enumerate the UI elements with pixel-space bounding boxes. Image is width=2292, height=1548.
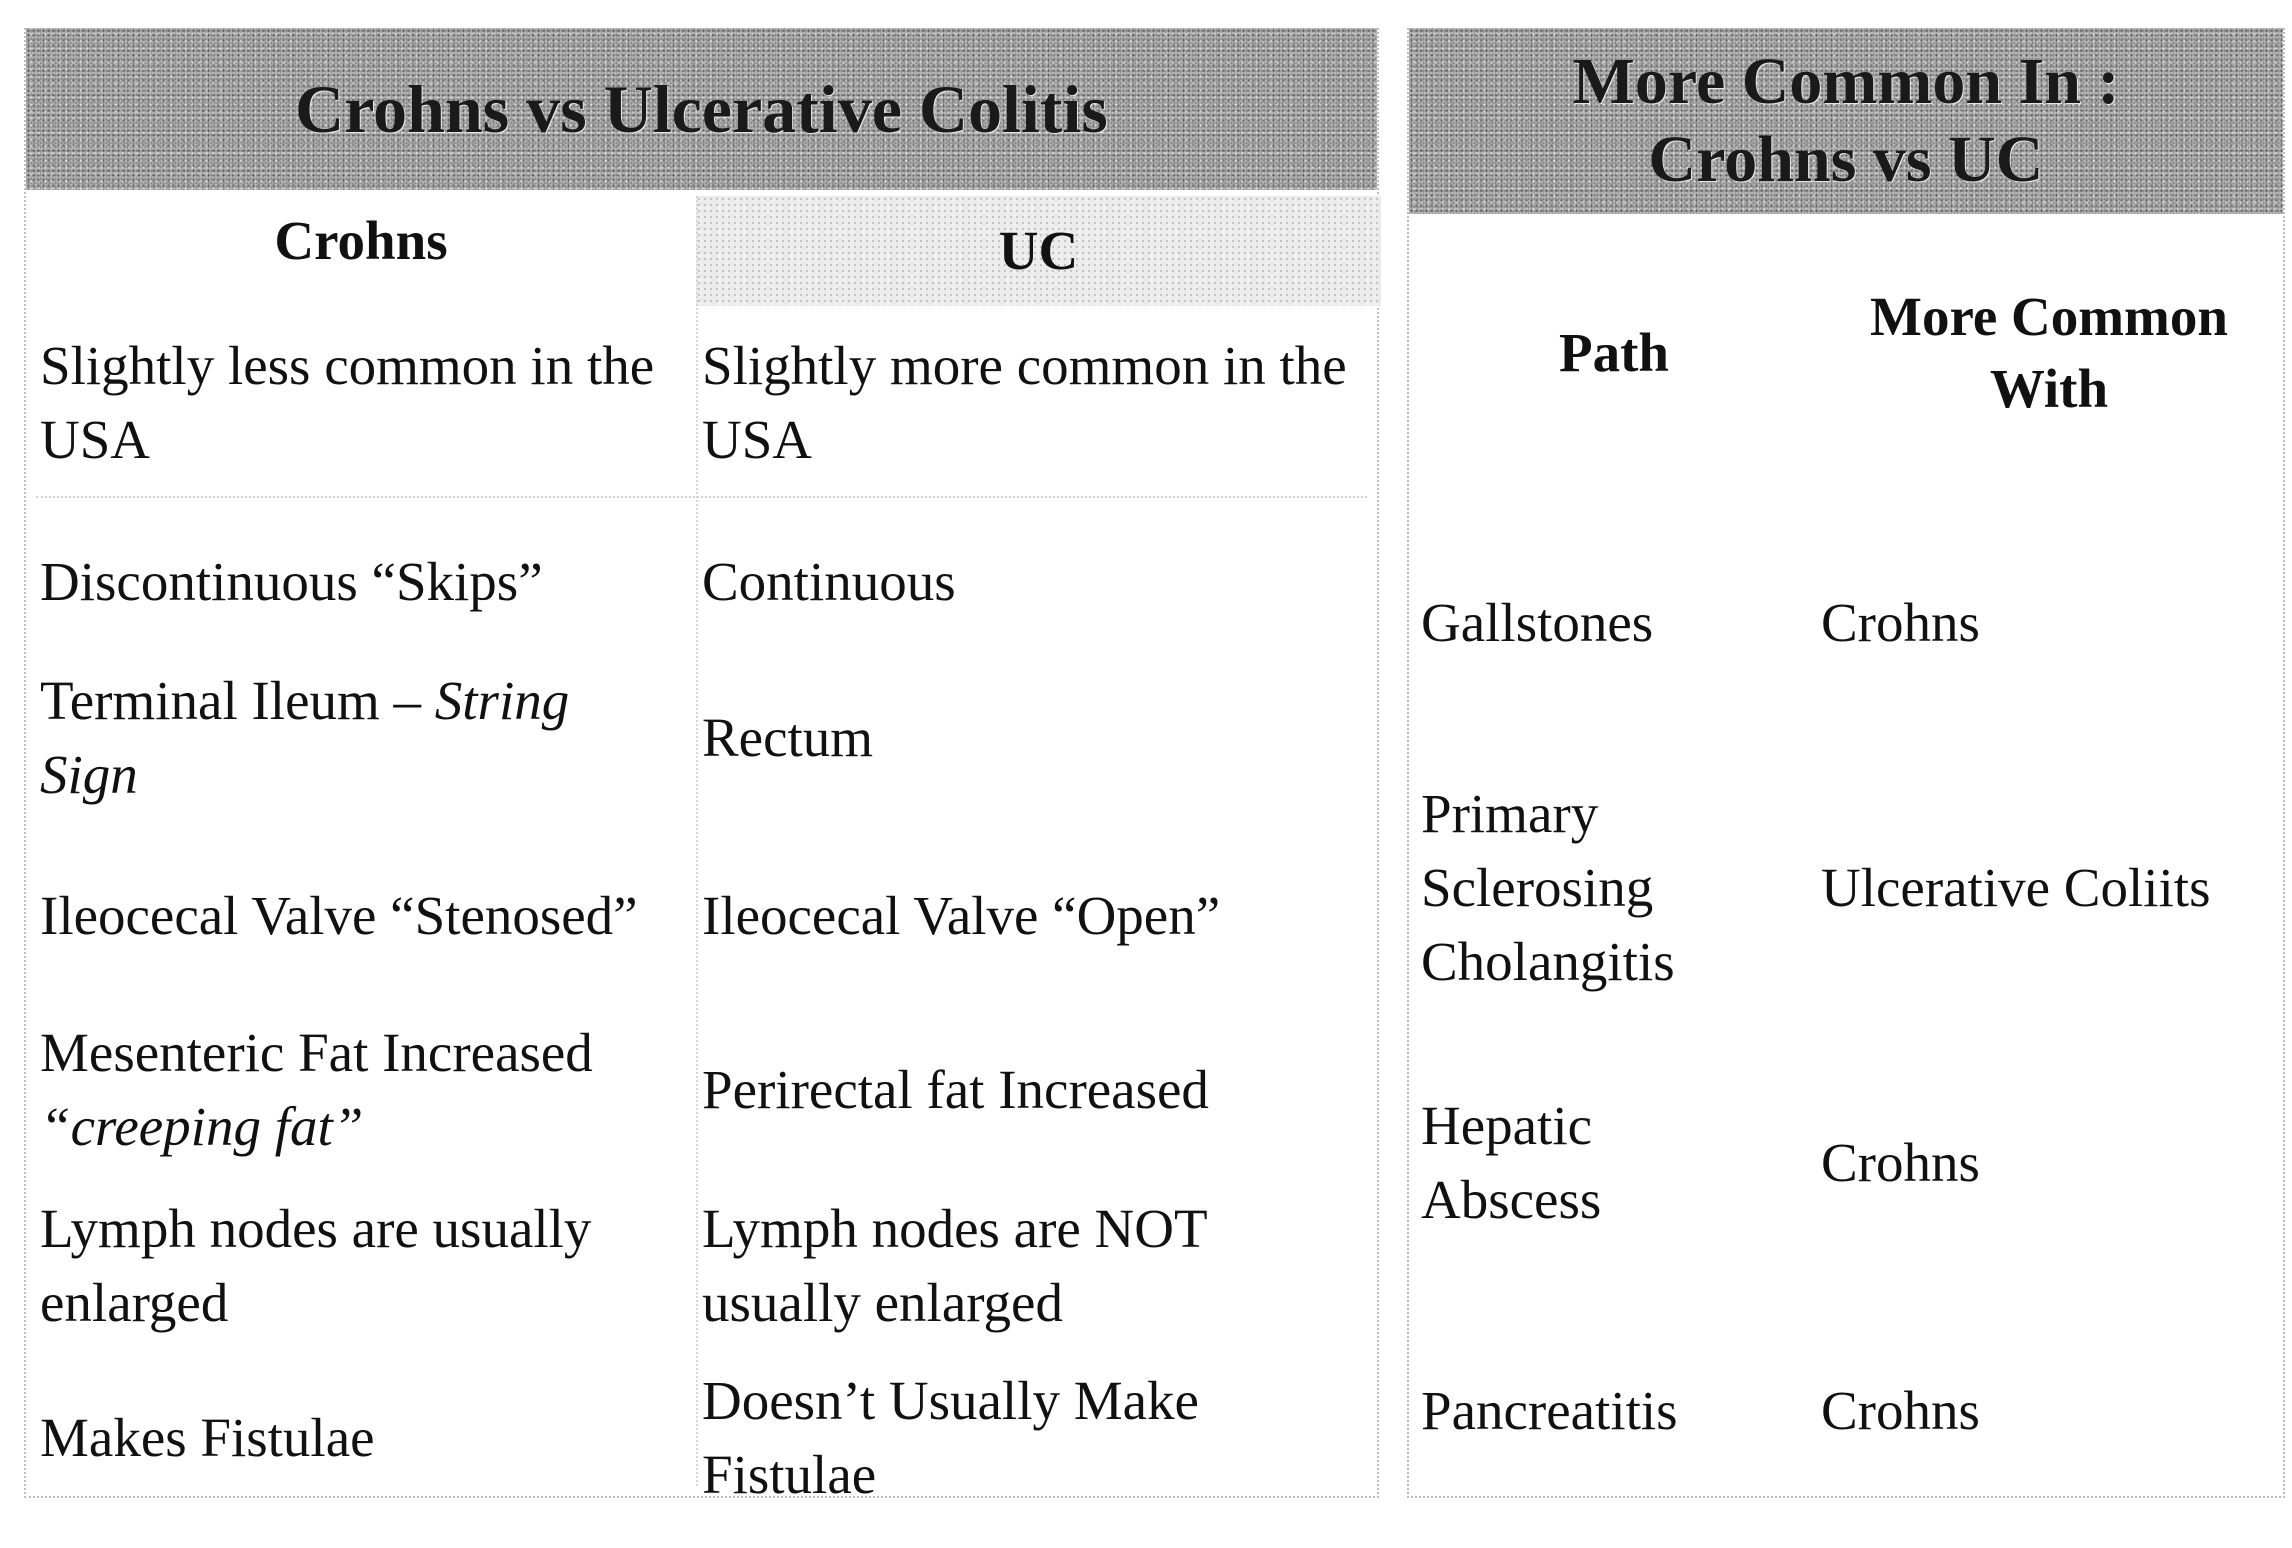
table-cell-crohns: Makes Fistulae <box>40 1407 375 1468</box>
header-crohns: Crohns <box>274 210 448 271</box>
table-cell-path: Hepatic Abscess <box>1421 1095 1602 1230</box>
table-cell-uc: Perirectal fat Increased <box>702 1059 1209 1120</box>
table-cell-path: Pancreatitis <box>1421 1380 1678 1441</box>
header-more-common-with: More Common With <box>1870 286 2228 419</box>
table-cell-more-common: Crohns <box>1821 592 1980 653</box>
left-table-title: Crohns vs Ulcerative Colitis <box>26 28 1377 190</box>
table-cell-crohns: Discontinuous “Skips” <box>40 551 543 612</box>
table-cell-crohns: Slightly less common in the USA <box>40 335 655 470</box>
table-cell-uc: Slightly more common in the USA <box>702 335 1347 470</box>
header-uc: UC <box>696 196 1381 306</box>
header-path: Path <box>1559 322 1669 383</box>
table-cell-uc: Ileocecal Valve “Open” <box>702 885 1221 946</box>
more-common-in-table <box>1407 28 2285 1498</box>
table-cell-more-common: Ulcerative Coliits <box>1821 857 2211 918</box>
table-cell-more-common: Crohns <box>1821 1380 1980 1441</box>
table-cell-more-common: Crohns <box>1821 1132 1980 1193</box>
table-cell-crohns: Terminal Ileum – String Sign <box>40 670 570 805</box>
table-cell-uc: Lymph nodes are NOT usually enlarged <box>702 1198 1207 1333</box>
table-cell-path: Gallstones <box>1421 592 1654 653</box>
crohns-vs-uc-table <box>24 28 1379 1505</box>
table-cell-crohns: Mesenteric Fat Increased “creeping fat” <box>40 1022 593 1157</box>
right-table-title: More Common In : Crohns vs UC <box>1409 28 2283 214</box>
table-cell-crohns: Ileocecal Valve “Stenosed” <box>40 885 638 946</box>
table-cell-uc: Continuous <box>702 551 956 612</box>
table-cell-uc: Doesn’t Usually Make Fistulae <box>702 1370 1199 1505</box>
table-cell-crohns: Lymph nodes are usually enlarged <box>40 1198 592 1333</box>
table-cell-path: Primary Sclerosing Cholangitis <box>1421 783 1675 992</box>
table-cell-uc: Rectum <box>702 707 874 768</box>
